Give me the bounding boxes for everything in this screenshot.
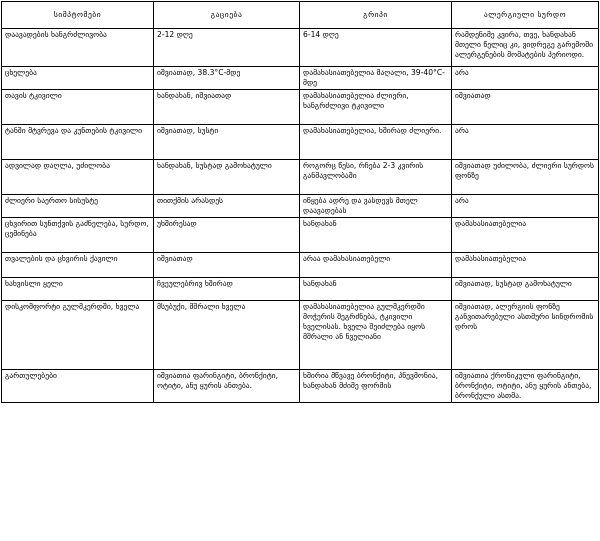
cold-cell: იშვიათად, სუსტი — [154, 125, 300, 160]
symptom-cell: თავის ტკივილი — [2, 90, 154, 125]
allergy-cell: დამახასიათებელია — [452, 218, 599, 253]
header-symptoms: სიმპტომები — [2, 2, 154, 29]
symptom-cell: ცხვირით სუნთქვის გაძნელება, სურდო, ცემინება — [2, 218, 154, 253]
symptom-cell: ტანში მტვრევა და კუნთების ტკივილი — [2, 125, 154, 160]
symptom-cell: გართულებები — [2, 370, 154, 403]
allergy-cell: იშვიათად, ალერგიის ფონზე განვითარებული ასთმური სინდრომის დროს — [452, 301, 599, 370]
allergy-cell: დამახასიათებელია — [452, 253, 599, 278]
table-row — [2, 195, 599, 218]
flu-cell: 6-14 დღე — [300, 29, 452, 67]
flu-cell: დამახასიათებელია ძლიერი, ხანგრძლივი ტკივილი — [300, 90, 452, 125]
symptom-cell: ძლიერი საერთო სისუსტე — [2, 195, 154, 218]
flu-cell: იწყება ადრე და ვასდევს მთელ დაავადებას — [300, 195, 452, 218]
table-row — [2, 301, 599, 370]
flu-cell: როგორც წესი, რჩება 2-3 კვირის განმავლობაში — [300, 160, 452, 195]
allergy-cell: იშვიათად, სუსტად გამოხატული — [452, 278, 599, 301]
cold-cell: უხშირესად — [154, 218, 300, 253]
cold-cell: იშვიათია ფარინგიტი, ბრონქიტი, ოტიტი, ანუ ყურის ანთება. — [154, 370, 300, 403]
table-row — [2, 218, 599, 253]
flu-cell: დამახასიათებელია მაღალი, 39-40°C-მდე — [300, 67, 452, 90]
table-row — [2, 370, 599, 403]
allergy-cell: რამდენიმე კვირა, თვე, ხანდახან მთელი წელიც კი, ვიდრეგე გარემოში ალერგენების მომატების პერიოდი. — [452, 29, 599, 67]
table-body — [2, 29, 599, 403]
allergy-cell: არა — [452, 67, 599, 90]
table-row — [2, 253, 599, 278]
table-row — [2, 29, 599, 67]
cold-cell: თითქმის არასდეს — [154, 195, 300, 218]
table-row — [2, 90, 599, 125]
table-row — [2, 67, 599, 90]
allergy-cell: არა — [452, 125, 599, 160]
table-row — [2, 125, 599, 160]
symptom-cell: ადვილად დაღლა, უძილობა — [2, 160, 154, 195]
header-flu: გრიპი — [300, 2, 452, 29]
flu-cell: ხანდახან — [300, 278, 452, 301]
flu-cell: დამახასიათებელია გულმკერდში მოჭერის შეგრძნება, ტკივილი ხველისას. ხველა შეიძლება იყოს მშრალი ან ნველიანი — [300, 301, 452, 370]
flu-cell: ხანდახან — [300, 218, 452, 253]
symptom-comparison-table — [1, 1, 599, 403]
allergy-cell: იშვიათია ქრონიკული ფარინგიტი, ბრონქიტი, ოტიტი, ანუ ყურის ანთება, ბრონქული ასთმა. — [452, 370, 599, 403]
cold-cell: იშვიათად — [154, 253, 300, 278]
cold-cell: ხანდახან, იშვიათად — [154, 90, 300, 125]
symptom-cell: ცხელება — [2, 67, 154, 90]
symptom-cell: დისკომფორტი გულმკერდში, ხველა — [2, 301, 154, 370]
cold-cell: ხანდახან, სუსტად გამოხატული — [154, 160, 300, 195]
allergy-cell: იშვიათად უძილობა, ძლიერი სურდოს ფონზე — [452, 160, 599, 195]
symptom-cell: ხახვისლი ყელი — [2, 278, 154, 301]
flu-cell: არაა დამახასიათებელი — [300, 253, 452, 278]
cold-cell: ჩვეულებრივ ხშირად — [154, 278, 300, 301]
header-cold: გაციება — [154, 2, 300, 29]
symptom-cell: თვალების და ცხვირის ქავილი — [2, 253, 154, 278]
flu-cell: ხშირია მწვავე ბრონქიტი, პნევმონია, ხანდახან მძიმე ფორმის — [300, 370, 452, 403]
table-row — [2, 278, 599, 301]
flu-cell: დამახასიათებელია, ხშირად ძლიერი. — [300, 125, 452, 160]
symptom-table-wrapper — [1, 1, 599, 403]
allergy-cell: არა — [452, 195, 599, 218]
cold-cell: მსუბუქი, მშრალი ხველა — [154, 301, 300, 370]
cold-cell: 2-12 დღე — [154, 29, 300, 67]
header-allergic-rhinitis: ალერგიული სურდო — [452, 2, 599, 29]
allergy-cell: იშვიათად — [452, 90, 599, 125]
symptom-cell: დაავადების ხანგრძლივობა — [2, 29, 154, 67]
cold-cell: იშვიათად, 38.3°C-მდე — [154, 67, 300, 90]
table-row — [2, 160, 599, 195]
table-header-row — [2, 2, 599, 29]
